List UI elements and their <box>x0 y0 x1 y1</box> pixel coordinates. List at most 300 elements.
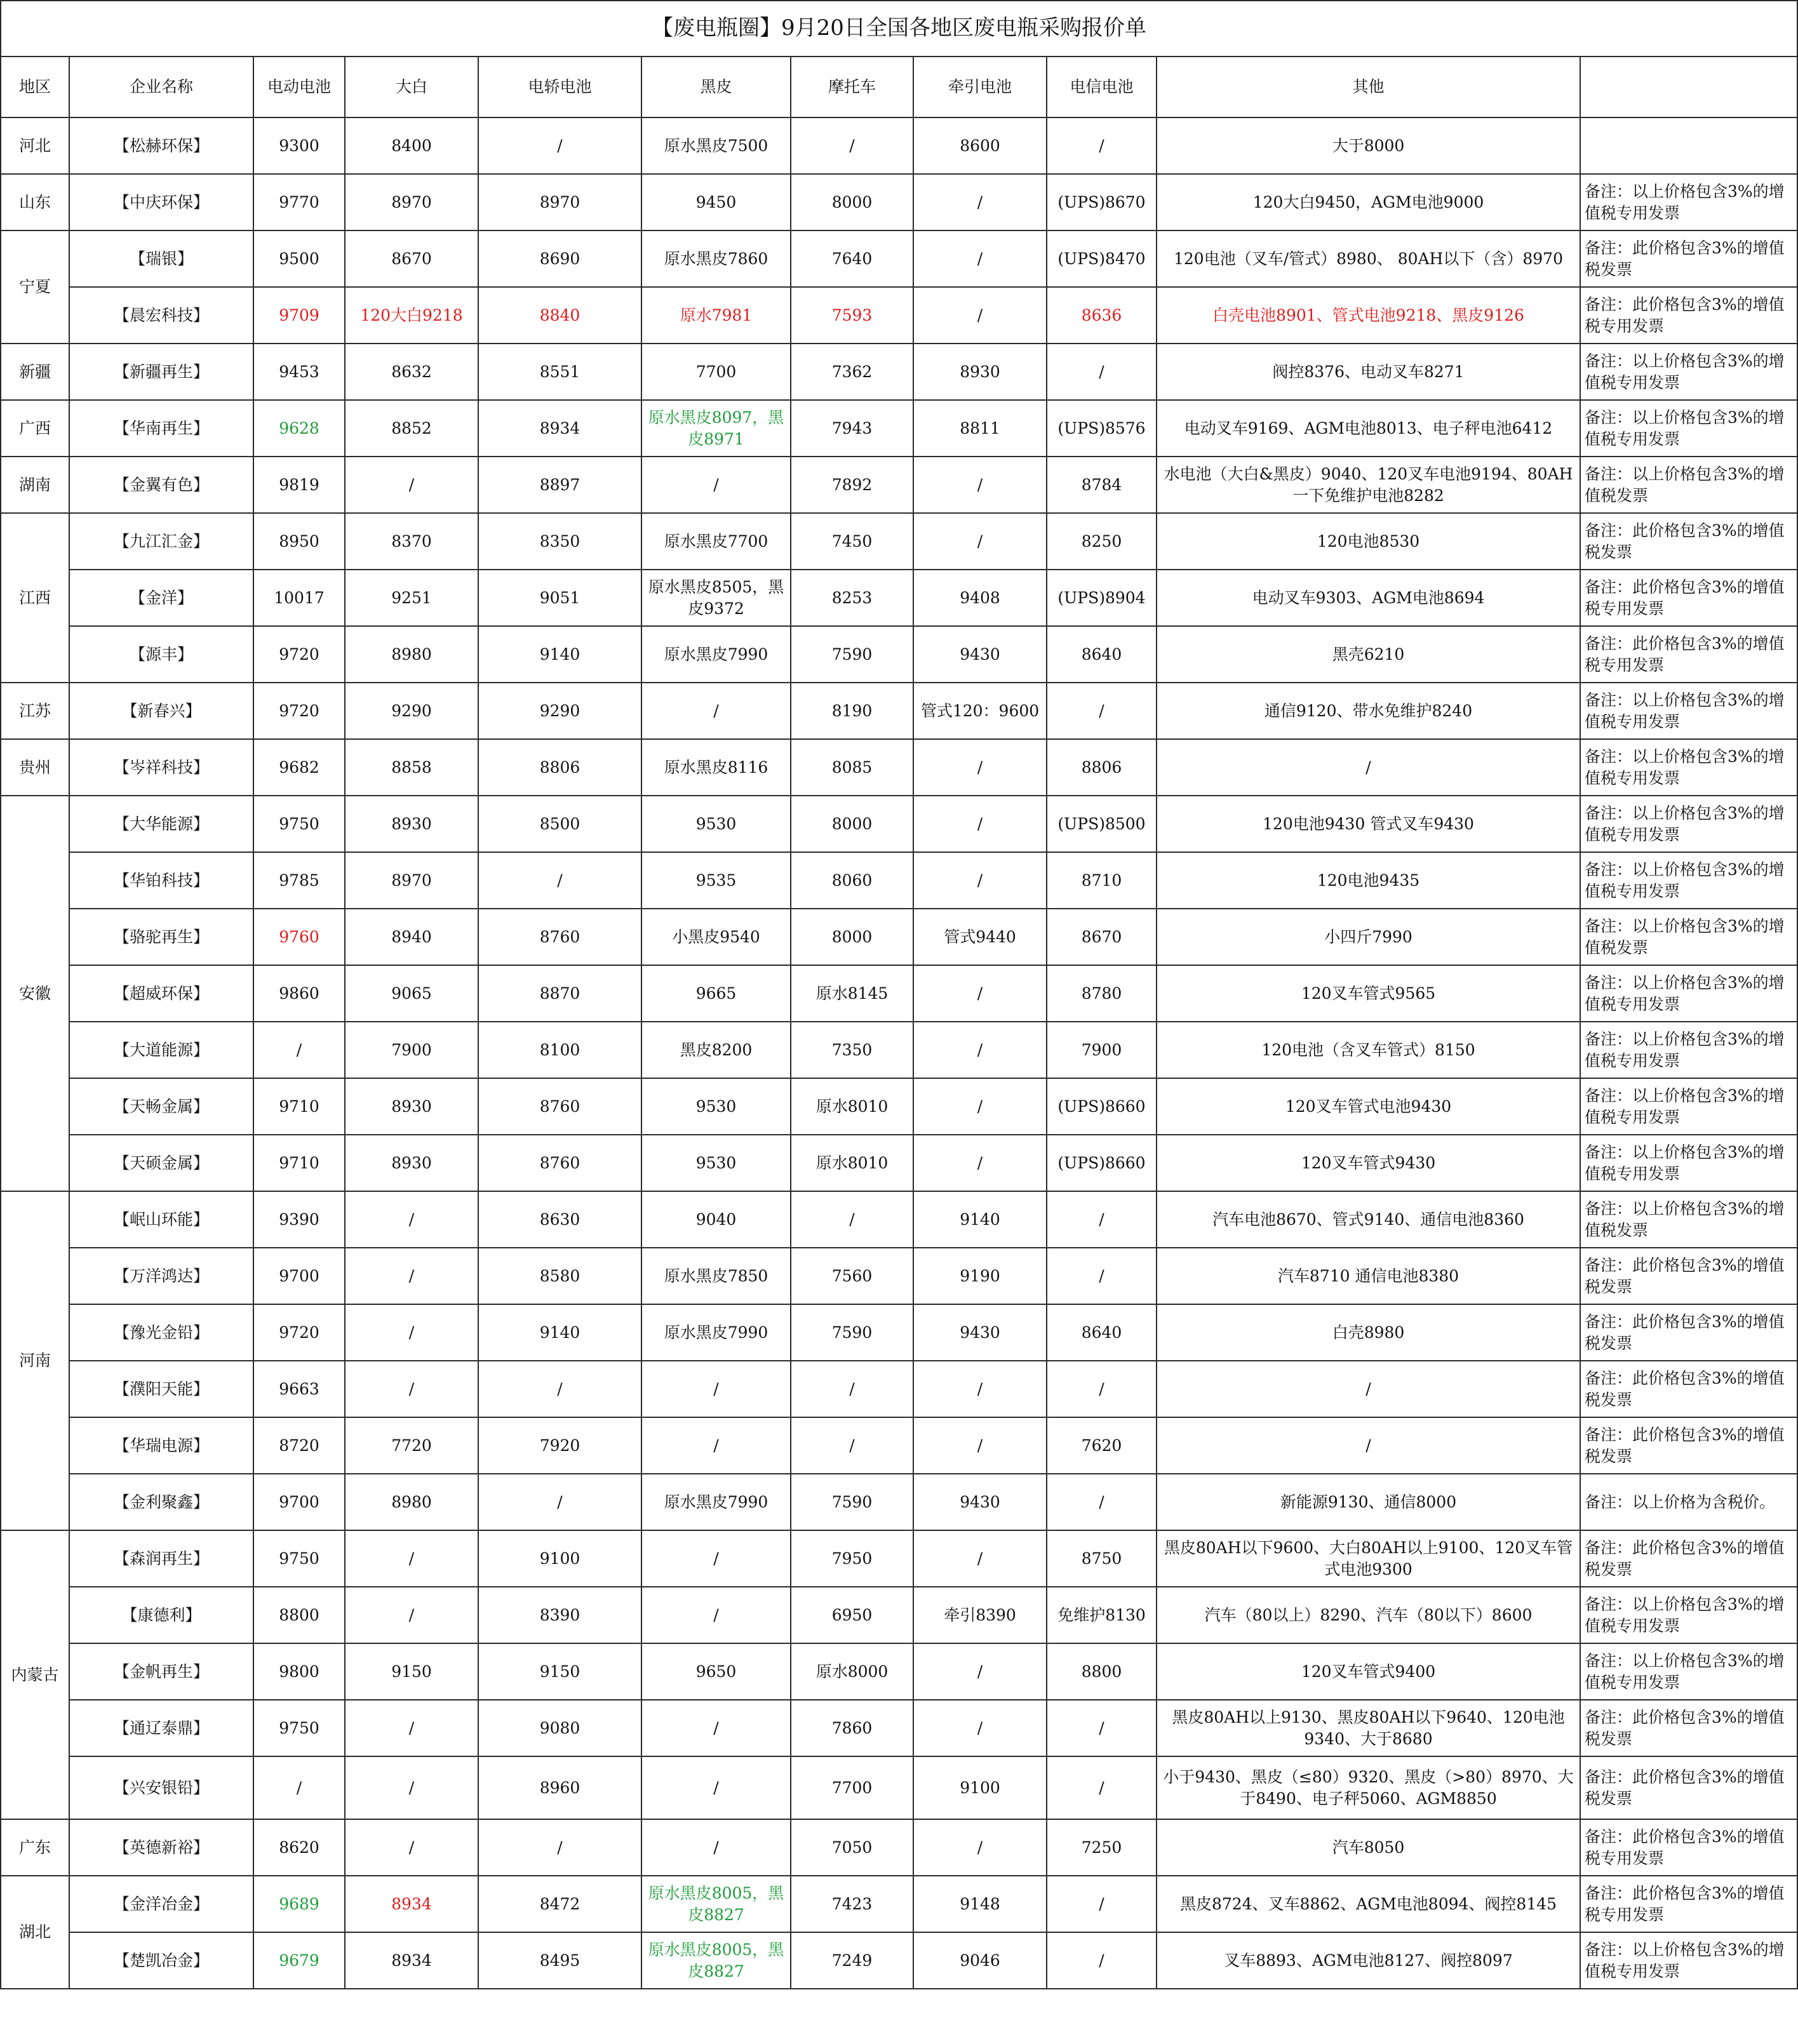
region-cell: 内蒙古 <box>1 1530 69 1819</box>
table-row <box>1 400 1797 457</box>
dabai-price: 8670 <box>345 230 478 287</box>
region-cell: 贵州 <box>1 739 69 796</box>
motorcycle-price: 8000 <box>791 174 913 230</box>
other-prices: 水电池（大白&黑皮）9040、120叉车电池9194、80AH一下免维护电池8282 <box>1157 457 1580 513</box>
dabai-price: 8370 <box>345 513 478 570</box>
car-battery-price: 8390 <box>478 1587 641 1643</box>
table-row <box>1 1819 1797 1876</box>
table-row <box>1 796 1797 852</box>
company-name: 【金洋】 <box>69 570 253 626</box>
header-motorcycle: 摩托车 <box>791 57 913 117</box>
table-row <box>1 570 1797 626</box>
electric-battery-price: 9300 <box>253 117 345 174</box>
dabai-price: / <box>345 1587 478 1643</box>
table-row <box>1 909 1797 965</box>
dabai-price: 8934 <box>345 1876 478 1932</box>
note-cell: 备注：以上价格包含3%的增值税专用发票 <box>1580 1022 1797 1078</box>
car-battery-price: 8760 <box>478 1078 641 1135</box>
dabai-price: / <box>345 1361 478 1417</box>
telecom-battery-price: / <box>1047 1361 1157 1417</box>
motorcycle-price: 7700 <box>791 1756 913 1819</box>
electric-battery-price: 9750 <box>253 796 345 852</box>
motorcycle-price: 7590 <box>791 626 913 683</box>
table-row <box>1 1643 1797 1700</box>
car-battery-price: 8630 <box>478 1191 641 1248</box>
company-name: 【金洋冶金】 <box>69 1876 253 1932</box>
car-battery-price: 8960 <box>478 1756 641 1819</box>
company-name: 【九江汇金】 <box>69 513 253 570</box>
note-cell: 备注：此价格包含3%的增值税发票 <box>1580 1417 1797 1474</box>
other-prices: 120叉车管式电池9430 <box>1157 1078 1580 1135</box>
black-case-price: 原水黑皮8097，黑皮8971 <box>641 400 791 457</box>
traction-battery-price: / <box>913 1530 1047 1587</box>
company-name: 【森润再生】 <box>69 1530 253 1587</box>
telecom-battery-price: / <box>1047 1932 1157 1989</box>
car-battery-price: 9140 <box>478 626 641 683</box>
electric-battery-price: 8950 <box>253 513 345 570</box>
dabai-price: 8934 <box>345 1932 478 1989</box>
black-case-price: 黑皮8200 <box>641 1022 791 1078</box>
telecom-battery-price: / <box>1047 1474 1157 1530</box>
other-prices: 120大白9450，AGM电池9000 <box>1157 174 1580 230</box>
company-name: 【新春兴】 <box>69 683 253 739</box>
table-row <box>1 1587 1797 1643</box>
car-battery-price: 9150 <box>478 1643 641 1700</box>
dabai-price: / <box>345 1530 478 1587</box>
other-prices: 黑皮8724、叉车8862、AGM电池8094、阀控8145 <box>1157 1876 1580 1932</box>
region-cell: 广西 <box>1 400 69 457</box>
black-case-price: / <box>641 1819 791 1876</box>
region-cell: 河北 <box>1 117 69 174</box>
telecom-battery-price: 8806 <box>1047 739 1157 796</box>
note-cell: 备注：此价格包含3%的增值税发票 <box>1580 1304 1797 1361</box>
telecom-battery-price: / <box>1047 1756 1157 1819</box>
note-cell: 备注：此价格包含3%的增值税发票 <box>1580 1248 1797 1304</box>
table-row <box>1 1756 1797 1819</box>
electric-battery-price: 9663 <box>253 1361 345 1417</box>
region-cell: 山东 <box>1 174 69 230</box>
company-name: 【新疆再生】 <box>69 344 253 400</box>
motorcycle-price: 7860 <box>791 1700 913 1756</box>
dabai-price: 7720 <box>345 1417 478 1474</box>
region-cell: 江西 <box>1 513 69 683</box>
car-battery-price: 8870 <box>478 965 641 1022</box>
telecom-battery-price: 8780 <box>1047 965 1157 1022</box>
electric-battery-price: 9760 <box>253 909 345 965</box>
black-case-price: 原水黑皮7990 <box>641 1474 791 1530</box>
telecom-battery-price: 8800 <box>1047 1643 1157 1700</box>
car-battery-price: 9080 <box>478 1700 641 1756</box>
black-case-price: / <box>641 1700 791 1756</box>
region-cell: 湖南 <box>1 457 69 513</box>
electric-battery-price: 9710 <box>253 1078 345 1135</box>
traction-battery-price: / <box>913 1643 1047 1700</box>
note-cell: 备注：此价格包含3%的增值税专用发票 <box>1580 626 1797 683</box>
telecom-battery-price: 8636 <box>1047 287 1157 344</box>
telecom-battery-price: 8784 <box>1047 457 1157 513</box>
table-row <box>1 739 1797 796</box>
telecom-battery-price: (UPS)8660 <box>1047 1135 1157 1191</box>
telecom-battery-price: / <box>1047 683 1157 739</box>
traction-battery-price: 9190 <box>913 1248 1047 1304</box>
traction-battery-price: 9046 <box>913 1932 1047 1989</box>
table-row <box>1 1474 1797 1530</box>
motorcycle-price: 7362 <box>791 344 913 400</box>
region-cell: 河南 <box>1 1191 69 1530</box>
car-battery-price: 9290 <box>478 683 641 739</box>
region-cell: 江苏 <box>1 683 69 739</box>
electric-battery-price: 9800 <box>253 1643 345 1700</box>
motorcycle-price: 8253 <box>791 570 913 626</box>
electric-battery-price: 8620 <box>253 1819 345 1876</box>
company-name: 【英德新裕】 <box>69 1819 253 1876</box>
telecom-battery-price: 7620 <box>1047 1417 1157 1474</box>
motorcycle-price: 7423 <box>791 1876 913 1932</box>
traction-battery-price: 牵引8390 <box>913 1587 1047 1643</box>
motorcycle-price: 8000 <box>791 796 913 852</box>
electric-battery-price: 10017 <box>253 570 345 626</box>
traction-battery-price: 管式9440 <box>913 909 1047 965</box>
table-title: 【废电瓶圈】9月20日全国各地区废电瓶采购报价单 <box>1 1 1797 57</box>
company-name: 【通辽泰鼎】 <box>69 1700 253 1756</box>
company-name: 【超威环保】 <box>69 965 253 1022</box>
note-cell: 备注：以上价格包含3%的增值税专用发票 <box>1580 852 1797 909</box>
traction-battery-price: 9140 <box>913 1191 1047 1248</box>
traction-battery-price: / <box>913 1361 1047 1417</box>
electric-battery-price: 9710 <box>253 1135 345 1191</box>
table-row <box>1 174 1797 230</box>
table-row <box>1 965 1797 1022</box>
black-case-price: 原水黑皮8116 <box>641 739 791 796</box>
black-case-price: 原水黑皮7500 <box>641 117 791 174</box>
dabai-price: / <box>345 1819 478 1876</box>
dabai-price: 8980 <box>345 1474 478 1530</box>
traction-battery-price: / <box>913 852 1047 909</box>
note-cell: 备注：以上价格包含3%的增值税发票 <box>1580 909 1797 965</box>
note-cell: 备注：此价格包含3%的增值税专用发票 <box>1580 570 1797 626</box>
electric-battery-price: 8800 <box>253 1587 345 1643</box>
motorcycle-price: / <box>791 117 913 174</box>
motorcycle-price: 8000 <box>791 909 913 965</box>
table-row <box>1 1304 1797 1361</box>
traction-battery-price: 9148 <box>913 1876 1047 1932</box>
black-case-price: 原水黑皮8505，黑皮9372 <box>641 570 791 626</box>
company-name: 【万洋鸿达】 <box>69 1248 253 1304</box>
electric-battery-price: / <box>253 1756 345 1819</box>
note-cell: 备注：此价格包含3%的增值税发票 <box>1580 1361 1797 1417</box>
black-case-price: 原水7981 <box>641 287 791 344</box>
dabai-price: 9251 <box>345 570 478 626</box>
black-case-price: 小黑皮9540 <box>641 909 791 965</box>
traction-battery-price: / <box>913 174 1047 230</box>
car-battery-price: 8897 <box>478 457 641 513</box>
motorcycle-price: 原水8010 <box>791 1135 913 1191</box>
other-prices: 叉车8893、AGM电池8127、阀控8097 <box>1157 1932 1580 1989</box>
dabai-price: 7900 <box>345 1022 478 1078</box>
other-prices: 阀控8376、电动叉车8271 <box>1157 344 1580 400</box>
telecom-battery-price: 7250 <box>1047 1819 1157 1876</box>
table-row <box>1 457 1797 513</box>
traction-battery-price: 8600 <box>913 117 1047 174</box>
other-prices: 电动叉车9303、AGM电池8694 <box>1157 570 1580 626</box>
electric-battery-price: 9628 <box>253 400 345 457</box>
telecom-battery-price: 8250 <box>1047 513 1157 570</box>
note-cell: 备注：以上价格包含3%的增值税专用发票 <box>1580 796 1797 852</box>
dabai-price: 8930 <box>345 1078 478 1135</box>
motorcycle-price: 7892 <box>791 457 913 513</box>
telecom-battery-price: (UPS)8660 <box>1047 1078 1157 1135</box>
motorcycle-price: 7640 <box>791 230 913 287</box>
other-prices: 120电池（含叉车管式）8150 <box>1157 1022 1580 1078</box>
black-case-price: / <box>641 1361 791 1417</box>
car-battery-price: 8934 <box>478 400 641 457</box>
motorcycle-price: 8060 <box>791 852 913 909</box>
dabai-price: 8930 <box>345 796 478 852</box>
other-prices: 汽车电池8670、管式9140、通信电池8360 <box>1157 1191 1580 1248</box>
company-name: 【骆驼再生】 <box>69 909 253 965</box>
note-cell: 备注：此价格包含3%的增值税发票 <box>1580 230 1797 287</box>
header-region: 地区 <box>1 57 69 117</box>
car-battery-price: 8472 <box>478 1876 641 1932</box>
telecom-battery-price: 8670 <box>1047 909 1157 965</box>
car-battery-price: 8580 <box>478 1248 641 1304</box>
note-cell: 备注：此价格包含3%的增值税发票 <box>1580 1700 1797 1756</box>
traction-battery-price: / <box>913 1700 1047 1756</box>
motorcycle-price: 7590 <box>791 1474 913 1530</box>
dabai-price: 8970 <box>345 852 478 909</box>
company-name: 【楚凯冶金】 <box>69 1932 253 1989</box>
other-prices: 大于8000 <box>1157 117 1580 174</box>
black-case-price: 7700 <box>641 344 791 400</box>
other-prices: 黑皮80AH以上9130、黑皮80AH以下9640、120电池9340、大于8680 <box>1157 1700 1580 1756</box>
electric-battery-price: 9750 <box>253 1530 345 1587</box>
telecom-battery-price: / <box>1047 1700 1157 1756</box>
dabai-price: / <box>345 1756 478 1819</box>
region-cell: 湖北 <box>1 1876 69 1989</box>
traction-battery-price: 9430 <box>913 1474 1047 1530</box>
note-cell: 备注：以上价格包含3%的增值税专用发票 <box>1580 965 1797 1022</box>
telecom-battery-price: 7900 <box>1047 1022 1157 1078</box>
electric-battery-price: 9682 <box>253 739 345 796</box>
car-battery-price: 8350 <box>478 513 641 570</box>
car-battery-price: 8100 <box>478 1022 641 1078</box>
car-battery-price: 8690 <box>478 230 641 287</box>
note-cell: 备注：此价格包含3%的增值税发票 <box>1580 1756 1797 1819</box>
region-cell: 广东 <box>1 1819 69 1876</box>
traction-battery-price: / <box>913 965 1047 1022</box>
electric-battery-price: 9720 <box>253 683 345 739</box>
traction-battery-price: / <box>913 457 1047 513</box>
header-note <box>1580 57 1797 117</box>
electric-battery-price: 9785 <box>253 852 345 909</box>
header-telecom-battery: 电信电池 <box>1047 57 1157 117</box>
black-case-price: 原水黑皮8005，黑皮8827 <box>641 1876 791 1932</box>
traction-battery-price: / <box>913 287 1047 344</box>
note-cell: 备注：以上价格包含3%的增值税专用发票 <box>1580 1078 1797 1135</box>
other-prices: 新能源9130、通信8000 <box>1157 1474 1580 1530</box>
motorcycle-price: 6950 <box>791 1587 913 1643</box>
telecom-battery-price: / <box>1047 1248 1157 1304</box>
traction-battery-price: / <box>913 1022 1047 1078</box>
car-battery-price: / <box>478 1361 641 1417</box>
table-row <box>1 1700 1797 1756</box>
telecom-battery-price: (UPS)8670 <box>1047 174 1157 230</box>
motorcycle-price: / <box>791 1191 913 1248</box>
electric-battery-price: 9750 <box>253 1700 345 1756</box>
telecom-battery-price: 8640 <box>1047 626 1157 683</box>
note-cell: 备注：以上价格包含3%的增值税专用发票 <box>1580 739 1797 796</box>
dabai-price: / <box>345 457 478 513</box>
note-cell: 备注：以上价格包含3%的增值税专用发票 <box>1580 1932 1797 1989</box>
electric-battery-price: 9390 <box>253 1191 345 1248</box>
black-case-price: 9040 <box>641 1191 791 1248</box>
other-prices: 120电池（叉车/管式）8980、 80AH以下（含）8970 <box>1157 230 1580 287</box>
company-name: 【岷山环能】 <box>69 1191 253 1248</box>
electric-battery-price: 9700 <box>253 1474 345 1530</box>
table-row <box>1 1078 1797 1135</box>
electric-battery-price: 9679 <box>253 1932 345 1989</box>
company-name: 【华铂科技】 <box>69 852 253 909</box>
other-prices: 小四斤7990 <box>1157 909 1580 965</box>
note-cell: 备注：以上价格为含税价。 <box>1580 1474 1797 1530</box>
electric-battery-price: 9720 <box>253 626 345 683</box>
header-company: 企业名称 <box>69 57 253 117</box>
motorcycle-price: 7590 <box>791 1304 913 1361</box>
electric-battery-price: 9720 <box>253 1304 345 1361</box>
dabai-price: / <box>345 1191 478 1248</box>
black-case-price: / <box>641 1417 791 1474</box>
car-battery-price: 8551 <box>478 344 641 400</box>
black-case-price: / <box>641 457 791 513</box>
company-name: 【天畅金属】 <box>69 1078 253 1135</box>
motorcycle-price: 7593 <box>791 287 913 344</box>
dabai-price: / <box>345 1304 478 1361</box>
other-prices: / <box>1157 1417 1580 1474</box>
company-name: 【晨宏科技】 <box>69 287 253 344</box>
electric-battery-price: 9770 <box>253 174 345 230</box>
company-name: 【金帆再生】 <box>69 1643 253 1700</box>
company-name: 【天硕金属】 <box>69 1135 253 1191</box>
table-row <box>1 1361 1797 1417</box>
dabai-price: 8970 <box>345 174 478 230</box>
traction-battery-price: 8811 <box>913 400 1047 457</box>
electric-battery-price: 9689 <box>253 1876 345 1932</box>
note-cell: 备注：此价格包含3%的增值税专用发票 <box>1580 1876 1797 1932</box>
motorcycle-price: 7050 <box>791 1819 913 1876</box>
telecom-battery-price: 免维护8130 <box>1047 1587 1157 1643</box>
table-row <box>1 230 1797 287</box>
table-row <box>1 1022 1797 1078</box>
black-case-price: 9530 <box>641 796 791 852</box>
other-prices: 120电池8530 <box>1157 513 1580 570</box>
car-battery-price: 9140 <box>478 1304 641 1361</box>
dabai-price: / <box>345 1248 478 1304</box>
black-case-price: 原水黑皮7700 <box>641 513 791 570</box>
telecom-battery-price: (UPS)8470 <box>1047 230 1157 287</box>
note-cell: 备注：以上价格包含3%的增值税专用发票 <box>1580 1643 1797 1700</box>
motorcycle-price: 7350 <box>791 1022 913 1078</box>
car-battery-price: 8970 <box>478 174 641 230</box>
table-row <box>1 513 1797 570</box>
region-cell: 新疆 <box>1 344 69 400</box>
traction-battery-price: 8930 <box>913 344 1047 400</box>
note-cell: 备注：此价格包含3%的增值税发票 <box>1580 1530 1797 1587</box>
black-case-price: / <box>641 1530 791 1587</box>
other-prices: 120叉车管式9430 <box>1157 1135 1580 1191</box>
telecom-battery-price: 8640 <box>1047 1304 1157 1361</box>
dabai-price: 8940 <box>345 909 478 965</box>
other-prices: 120叉车管式9400 <box>1157 1643 1580 1700</box>
electric-battery-price: 9709 <box>253 287 345 344</box>
telecom-battery-price: / <box>1047 1876 1157 1932</box>
other-prices: 黑壳6210 <box>1157 626 1580 683</box>
header-other: 其他 <box>1157 57 1580 117</box>
dabai-price: 8930 <box>345 1135 478 1191</box>
traction-battery-price: / <box>913 513 1047 570</box>
note-cell <box>1580 117 1797 174</box>
table-row <box>1 1530 1797 1587</box>
traction-battery-price: 9430 <box>913 1304 1047 1361</box>
dabai-price: 9065 <box>345 965 478 1022</box>
black-case-price: / <box>641 683 791 739</box>
traction-battery-price: 9430 <box>913 626 1047 683</box>
other-prices: 120电池9435 <box>1157 852 1580 909</box>
table-row <box>1 852 1797 909</box>
company-name: 【大道能源】 <box>69 1022 253 1078</box>
note-cell: 备注：此价格包含3%的增值税专用发票 <box>1580 287 1797 344</box>
telecom-battery-price: / <box>1047 1191 1157 1248</box>
table-row <box>1 1876 1797 1932</box>
black-case-price: 9535 <box>641 852 791 909</box>
motorcycle-price: 7943 <box>791 400 913 457</box>
black-case-price: 原水黑皮7860 <box>641 230 791 287</box>
dabai-price: 120大白9218 <box>345 287 478 344</box>
header-electric-battery: 电动电池 <box>253 57 345 117</box>
table-row <box>1 344 1797 400</box>
dabai-price: 8400 <box>345 117 478 174</box>
motorcycle-price: / <box>791 1361 913 1417</box>
car-battery-price: 9051 <box>478 570 641 626</box>
motorcycle-price: 7560 <box>791 1248 913 1304</box>
table-row <box>1 1191 1797 1248</box>
note-cell: 备注：以上价格包含3%的增值税专用发票 <box>1580 400 1797 457</box>
note-cell: 备注：以上价格包含3%的增值税专用发票 <box>1580 344 1797 400</box>
dabai-price: 9290 <box>345 683 478 739</box>
note-cell: 备注：以上价格包含3%的增值税专用发票 <box>1580 683 1797 739</box>
table-row <box>1 626 1797 683</box>
electric-battery-price: 9500 <box>253 230 345 287</box>
motorcycle-price: 原水8010 <box>791 1078 913 1135</box>
motorcycle-price: 7249 <box>791 1932 913 1989</box>
note-cell: 备注：以上价格包含3%的增值税专用发票 <box>1580 1135 1797 1191</box>
telecom-battery-price: / <box>1047 117 1157 174</box>
note-cell: 备注：以上价格包含3%的增值税专用发票 <box>1580 174 1797 230</box>
dabai-price: / <box>345 1700 478 1756</box>
telecom-battery-price: (UPS)8500 <box>1047 796 1157 852</box>
company-name: 【松赫环保】 <box>69 117 253 174</box>
company-name: 【兴安银铅】 <box>69 1756 253 1819</box>
car-battery-price: 8495 <box>478 1932 641 1989</box>
black-case-price: 9650 <box>641 1643 791 1700</box>
traction-battery-price: 9408 <box>913 570 1047 626</box>
table-row <box>1 117 1797 174</box>
telecom-battery-price: (UPS)8576 <box>1047 400 1157 457</box>
table-row <box>1 1248 1797 1304</box>
table-row <box>1 683 1797 739</box>
other-prices: 120叉车管式9565 <box>1157 965 1580 1022</box>
electric-battery-price: 9453 <box>253 344 345 400</box>
electric-battery-price: 9819 <box>253 457 345 513</box>
